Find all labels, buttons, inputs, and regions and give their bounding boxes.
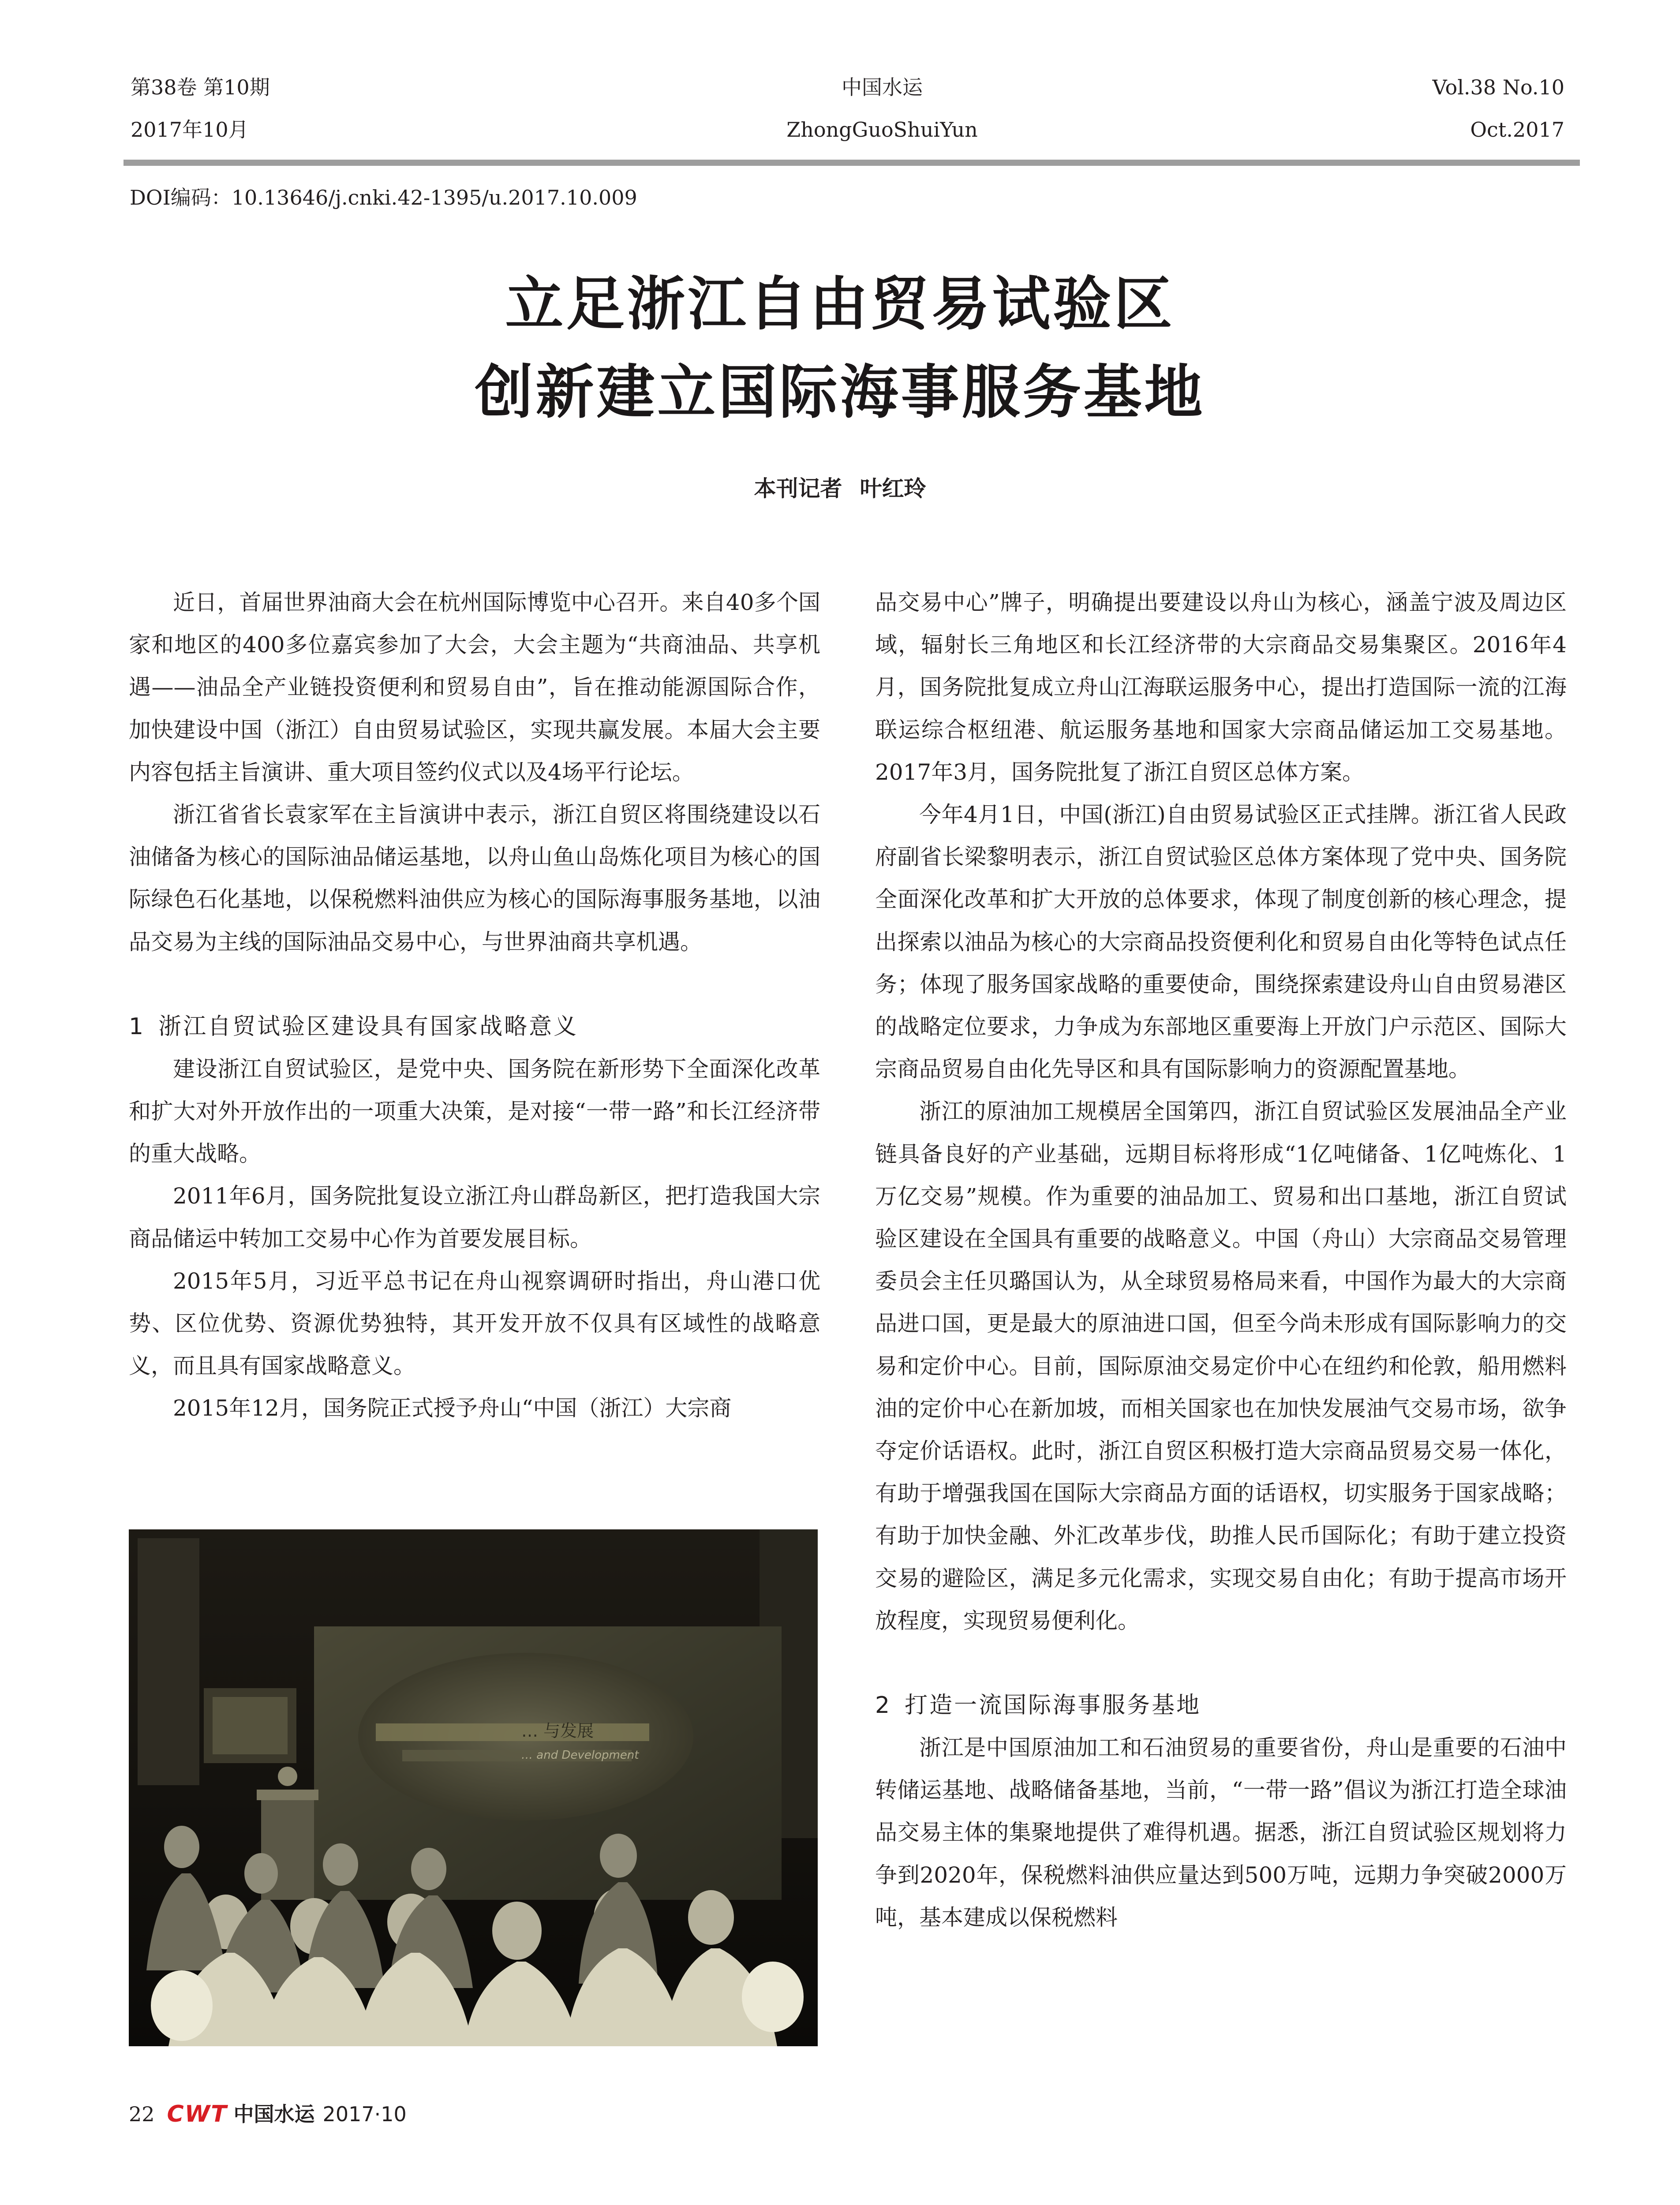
cwt-logo: CWT [167, 2101, 228, 2127]
byline [0, 467, 1680, 511]
right-paragraph-3: 浙江的原油加工规模居全国第四，浙江自贸试验区发展油品全产业链具备良好的产业基础，远期目标将形成“1亿吨储备、1亿吨炼化、1万亿交易”规模。作为重要的油品加工、贸易和出口基地，浙江自贸试验区建设在全国具有重要的战略意义。中国（舟山）大宗商品交易管理委员会主任贝璐国认为，从全球贸易格局来看，中国作为最大的大宗商品进口国，更是最大的原油进口国，但至今尚未形成有国际影响力的交易和定价中心。目前，国际原油交易定价中心在纽约和伦敦，船用燃料油的定价中心在新加坡，而相关国家也在加快发展油气交易市场，欲争夺定价话语权。此时，浙江自贸区积极打造大宗商品贸易交易一体化，有助于增强我国在国际大宗商品方面的话语权，切实服务于国家战略；有助于加快金融、外汇改革步伐，助推人民币国际化；有助于建立投资交易的避险区，满足多元化需求，实现交易自由化；有助于提高市场开放程度，实现贸易便利化。 [875, 1099, 1567, 1633]
doi-line: DOI编码：10.13646/j.cnki.42-1395/u.2017.10.009 [130, 186, 637, 209]
article-title [0, 260, 1680, 437]
title-line-2: 创新建立国际海事服务基地 [475, 358, 1205, 426]
section-1-paragraph-2: 2011年6月，国务院批复设立浙江舟山群岛新区，把打造我国大宗商品储运中转加工交易中心作为首要发展目标。 [129, 1183, 820, 1252]
running-header-center [662, 66, 1103, 151]
issue-date: 2017年10月 [131, 118, 249, 142]
page-number: 22 [129, 2102, 155, 2126]
conference-photo [129, 1529, 818, 2046]
screen-banner-line-2: … and Development [521, 1749, 639, 1762]
right-column [875, 581, 1567, 1939]
intro-paragraph-2: 浙江省省长袁家军在主旨演讲中表示，浙江自贸区将围绕建设以石油储备为核心的国际油品储运基地，以舟山鱼山岛炼化项目为核心的国际绿色石化基地，以保税燃料油供应为核心的国际海事服务基地，以油品交易为主线的国际油品交易中心，与世界油商共享机遇。 [129, 802, 820, 955]
section-1-heading [129, 1005, 820, 1048]
byline-author: 叶红玲 [860, 476, 926, 501]
section-1-paragraph-3: 2015年5月，习近平总书记在舟山视察调研时指出，舟山港口优势、区位优势、资源优势独特，其开发开放不仅具有区域性的战略意义，而且具有国家战略意义。 [129, 1268, 820, 1379]
volume-issue: 第38卷 第10期 [131, 75, 270, 99]
left-column [129, 581, 820, 1430]
footer-journal-name: 中国水运 [233, 2102, 315, 2126]
section-1-number: 1 [129, 1013, 144, 1040]
section-1-paragraph-1: 建设浙江自贸试验区，是党中央、国务院在新形势下全面深化改革和扩大对外开放作出的一项重大决策，是对接“一带一路”和长江经济带的重大战略。 [129, 1056, 820, 1167]
running-header-left [131, 66, 270, 151]
section-2-title: 打造一流国际海事服务基地 [905, 1692, 1201, 1719]
page-footer [129, 2097, 407, 2132]
journal-name-pinyin: ZhongGuoShuiYun [786, 118, 978, 142]
byline-role: 本刊记者 [754, 476, 842, 501]
intro-paragraph-1: 近日，首届世界油商大会在杭州国际博览中心召开。来自40多个国家和地区的400多位嘉宾参加了大会，大会主题为“共商油品、共享机遇——油品全产业链投资便利和贸易自由”，旨在推动能源国际合作，加快建设中国（浙江）自由贸易试验区，实现共赢发展。本届大会主要内容包括主旨演讲、重大项目签约仪式以及4场平行论坛。 [129, 590, 820, 785]
section-2-paragraph-1: 浙江是中国原油加工和石油贸易的重要省份，舟山是重要的石油中转储运基地、战略储备基地，当前，“一带一路”倡议为浙江打造全球油品交易主体的集聚地提供了难得机遇。据悉，浙江自贸试验区规划将力争到2020年，保税燃料油供应量达到500万吨，远期力争突破2000万吨，基本建成以保税燃料 [875, 1735, 1567, 1930]
right-paragraph-2: 今年4月1日，中国(浙江)自由贸易试验区正式挂牌。浙江省人民政府副省长梁黎明表示，浙江自贸试验区总体方案体现了党中央、国务院全面深化改革和扩大开放的总体要求，体现了制度创新的核心理念，提出探索以油品为核心的大宗商品投资便利化和贸易自由化等特色试点任务；体现了服务国家战略的重要使命，围绕探索建设舟山自由贸易港区的战略定位要求，力争成为东部地区重要海上开放门户示范区、国际大宗商品贸易自由化先导区和具有国际影响力的资源配置基地。 [875, 802, 1567, 1082]
section-1-title: 浙江自贸试验区建设具有国家战略意义 [158, 1013, 579, 1040]
section-2-number: 2 [875, 1692, 890, 1719]
section-1-paragraph-4: 2015年12月，国务院正式授予舟山“中国（浙江）大宗商 [173, 1395, 732, 1421]
running-header-right [1433, 66, 1564, 151]
header-rule [123, 160, 1580, 166]
journal-name: 中国水运 [842, 75, 923, 99]
volume-issue-en: Vol.38 No.10 [1432, 75, 1564, 99]
continued-paragraph: 品交易中心”牌子，明确提出要建设以舟山为核心，涵盖宁波及周边区域，辐射长三角地区和长江经济带的大宗商品交易集聚区。2016年4月，国务院批复成立舟山江海联运服务中心，提出打造国际一流的江海联运综合枢纽港、航运服务基地和国家大宗商品储运加工交易基地。2017年3月，国务院批复了浙江自贸区总体方案。 [875, 590, 1567, 785]
footer-date: 2017·10 [322, 2102, 407, 2126]
section-2-heading [875, 1684, 1567, 1727]
conference-photo-image [129, 1529, 818, 2046]
title-line-1: 立足浙江自由贸易试验区 [505, 270, 1175, 338]
screen-banner-line-1: … 与发展 [521, 1721, 594, 1741]
issue-date-en: Oct.2017 [1470, 118, 1564, 142]
